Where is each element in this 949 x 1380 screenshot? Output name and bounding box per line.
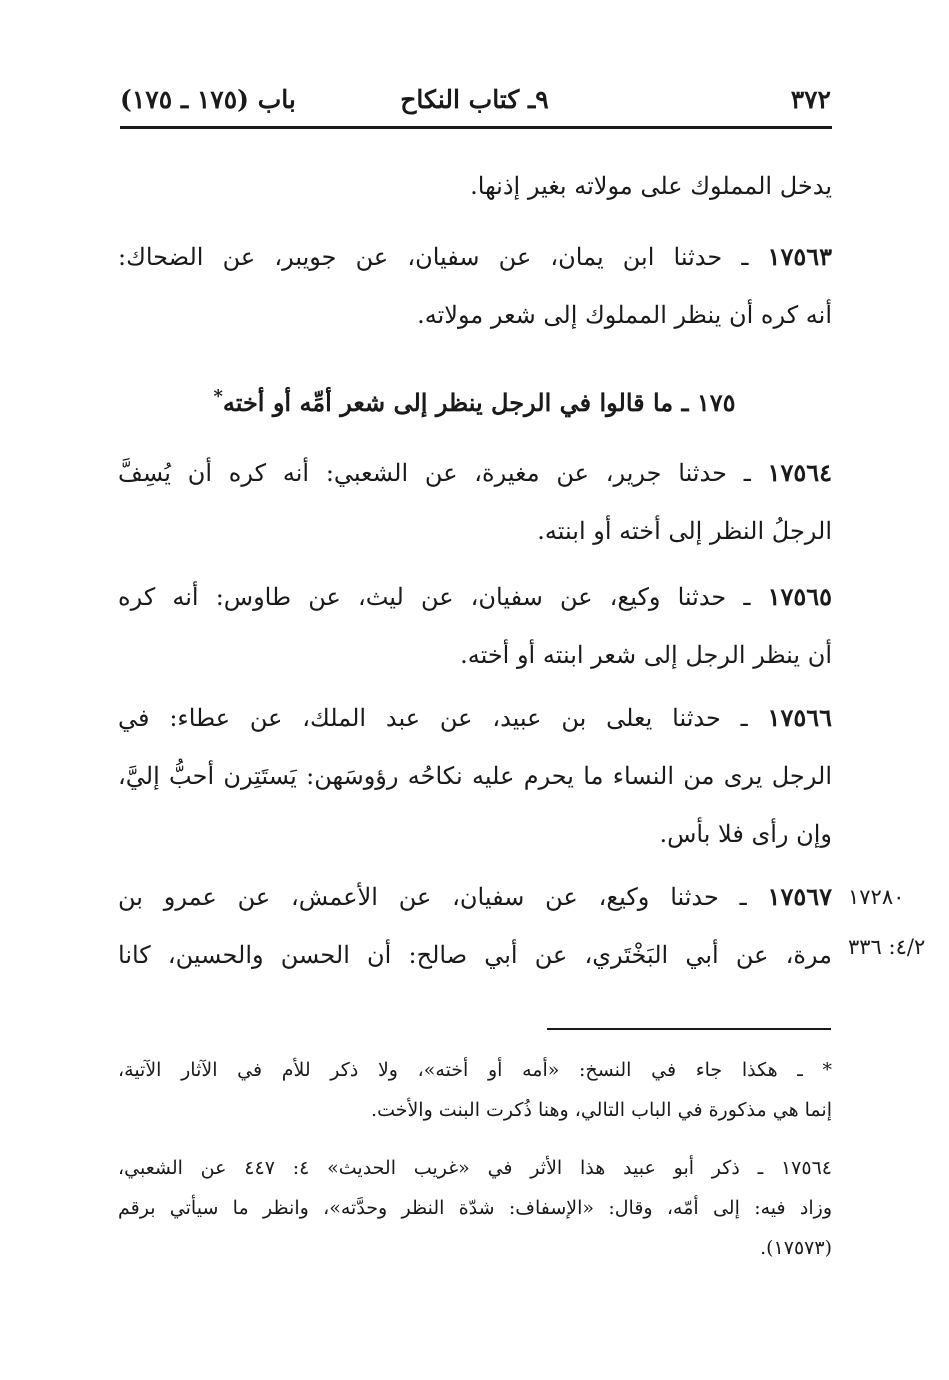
- margin-ref: ٤/٢: ٣٣٦: [848, 935, 926, 959]
- page-number: ٣٧٢: [790, 85, 831, 114]
- text-line: أنه كره أن ينظر المملوك إلى شعر مولاته.: [417, 301, 832, 329]
- text-line: يدخل المملوك على مولاته بغير إذنها.: [470, 172, 832, 200]
- header-rule: [120, 126, 832, 129]
- footnote-line: (١٧٥٧٣).: [760, 1237, 832, 1259]
- text-line: مرة، عن أبي البَخْتَري، عن أبي صالح: أن الحسن والحسين، كانا: [118, 941, 832, 969]
- chapter-range: باب (١٧٥ ـ ١٧٥): [120, 85, 296, 114]
- hadith-17564: [118, 444, 832, 560]
- margin-ref: ١٧٢٨٠: [848, 885, 905, 909]
- footnote-rule: [547, 1028, 831, 1030]
- text-line: وإن رأى فلا بأس.: [659, 820, 832, 848]
- hadith-number: ١٧٥٦٥: [767, 582, 832, 611]
- chapter-title: [0, 372, 949, 428]
- text-line-content: ـ حدثنا وكيع، عن سفيان، عن ليث، عن طاوس: أنه كره: [118, 583, 751, 611]
- hadith-17563: [118, 228, 832, 344]
- hadith-number: ١٧٥٦٤: [767, 458, 832, 487]
- footnote-line: إنما هي مذكورة في الباب التالي، وهنا ذُكرت البنت والأخت.: [371, 1099, 832, 1121]
- text-line: [118, 868, 832, 926]
- paragraph: [118, 157, 832, 215]
- text-line: [118, 444, 832, 502]
- text-line: [118, 568, 832, 626]
- footnote: [118, 1050, 832, 1130]
- text-line: الرجلُ النظر إلى أخته أو ابنته.: [537, 517, 832, 545]
- footnote-marker: *: [213, 386, 223, 407]
- hadith-17567: [118, 868, 832, 984]
- text-line: [118, 689, 832, 747]
- text-line: [118, 228, 832, 286]
- footnote: [118, 1148, 832, 1268]
- footnote-line: * ـ هكذا جاء في النسخ: «أمه أو أخته»، ولا ذكر للأم في الآثار الآتية،: [118, 1059, 832, 1081]
- text-line-content: ـ حدثنا جرير، عن مغيرة، عن الشعبي: أنه كره أن يُسِفَّ: [118, 459, 751, 487]
- footnote-line: ١٧٥٦٤ ـ ذكر أبو عبيد هذا الأثر في «غريب الحديث» ٤: ٤٤٧ عن الشعبي،: [118, 1157, 832, 1179]
- chapter-title-text: ١٧٥ ـ ما قالوا في الرجل ينظر إلى شعر أمِّه أو أخته: [222, 388, 736, 417]
- footnote-line: وزاد فيه: إلى أمّه، وقال: «الإسفاف: شدّة النظر وحدَّته»، وانظر ما سيأتي برقم: [118, 1197, 832, 1219]
- hadith-number: ١٧٥٦٧: [767, 882, 832, 911]
- book-title: ٩ـ كتاب النكاح: [400, 85, 549, 114]
- hadith-17566: [118, 689, 832, 863]
- text-line-content: ـ حدثنا يعلى بن عبيد، عن عبد الملك، عن عطاء: في: [118, 704, 748, 732]
- text-line-content: ـ حدثنا ابن يمان، عن سفيان، عن جويبر، عن الضحاك:: [118, 243, 749, 271]
- text-line: الرجل يرى من النساء ما يحرم عليه نكاحُه رؤوسَهن: يَستَتِرن أحبُّ إليَّ،: [118, 762, 832, 790]
- hadith-number: ١٧٥٦٦: [767, 703, 832, 732]
- text-line: أن ينظر الرجل إلى شعر ابنته أو أخته.: [460, 641, 832, 669]
- hadith-number: ١٧٥٦٣: [767, 242, 832, 271]
- hadith-17565: [118, 568, 832, 684]
- text-line-content: ـ حدثنا وكيع، عن سفيان، عن الأعمش، عن عمرو بن: [118, 883, 747, 911]
